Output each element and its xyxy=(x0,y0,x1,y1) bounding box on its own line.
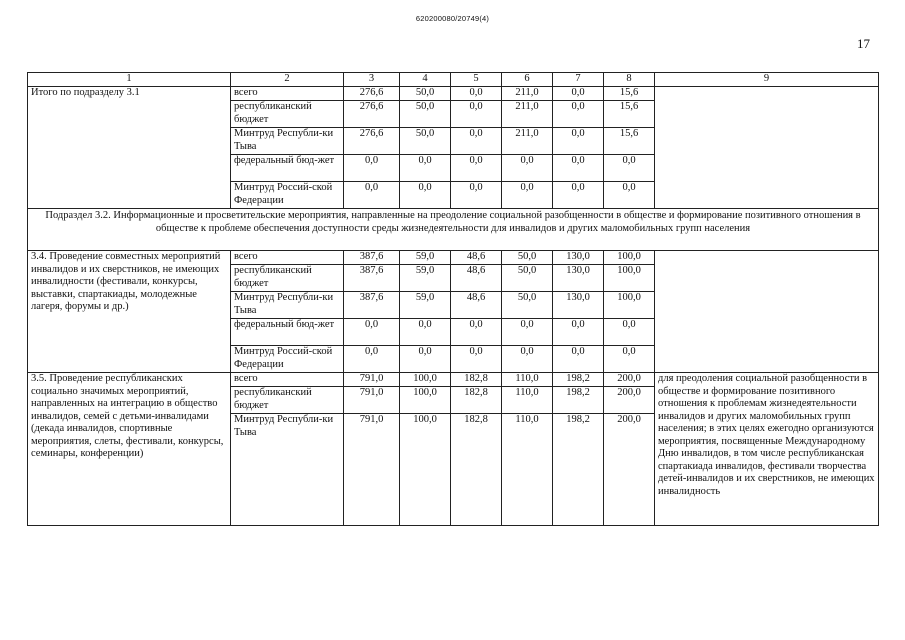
amount-cell: 0,0 xyxy=(502,155,553,182)
expected-result: для преодоления социальной разобщенности в обществе и формирование позитивного отношения к проблемам жизнедеятельности инвалидов и других маломобильных групп населения; в этих целях ежегодно организуются мероприятия, посвященные Международному Дню инвалидов, в том числе республиканская спартакиада инвалидов, фестивали творчества детей-инвалидов и их сверстников, не имеющих инвалидность xyxy=(655,373,879,526)
amount-cell: 100,0 xyxy=(400,414,451,526)
amount-cell: 200,0 xyxy=(604,387,655,414)
amount-cell: 276,6 xyxy=(344,101,400,128)
funding-row xyxy=(28,373,879,387)
amount-cell: 0,0 xyxy=(553,319,604,346)
funding-source: федеральный бюд-жет xyxy=(231,155,344,182)
amount-cell: 15,6 xyxy=(604,128,655,155)
amount-cell: 182,8 xyxy=(451,373,502,387)
amount-cell: 791,0 xyxy=(344,373,400,387)
amount-cell: 50,0 xyxy=(502,251,553,265)
amount-cell: 50,0 xyxy=(502,292,553,319)
funding-source: республиканский бюджет xyxy=(231,265,344,292)
amount-cell: 200,0 xyxy=(604,414,655,526)
funding-source: всего xyxy=(231,251,344,265)
amount-cell: 48,6 xyxy=(451,265,502,292)
amount-cell: 0,0 xyxy=(604,319,655,346)
amount-cell: 0,0 xyxy=(344,319,400,346)
amount-cell: 130,0 xyxy=(553,292,604,319)
funding-source: республиканский бюджет xyxy=(231,101,344,128)
funding-row xyxy=(28,251,879,265)
activity-name: Итого по подразделу 3.1 xyxy=(28,87,231,209)
amount-cell: 198,2 xyxy=(553,387,604,414)
funding-source: Минтруд Республи-ки Тыва xyxy=(231,292,344,319)
amount-cell: 182,8 xyxy=(451,414,502,526)
amount-cell: 48,6 xyxy=(451,292,502,319)
amount-cell: 211,0 xyxy=(502,128,553,155)
amount-cell: 0,0 xyxy=(553,87,604,101)
amount-cell: 100,0 xyxy=(400,373,451,387)
amount-cell: 0,0 xyxy=(553,101,604,128)
amount-cell: 387,6 xyxy=(344,292,400,319)
amount-cell: 182,8 xyxy=(451,387,502,414)
amount-cell: 0,0 xyxy=(451,346,502,373)
amount-cell: 15,6 xyxy=(604,87,655,101)
column-number: 4 xyxy=(400,73,451,87)
amount-cell: 0,0 xyxy=(553,346,604,373)
amount-cell: 0,0 xyxy=(451,101,502,128)
amount-cell: 50,0 xyxy=(400,87,451,101)
amount-cell: 211,0 xyxy=(502,87,553,101)
expected-result xyxy=(655,87,879,209)
funding-source: Минтруд Россий-ской Федерации xyxy=(231,346,344,373)
amount-cell: 0,0 xyxy=(502,319,553,346)
funding-source: всего xyxy=(231,87,344,101)
amount-cell: 0,0 xyxy=(400,346,451,373)
amount-cell: 100,0 xyxy=(604,251,655,265)
amount-cell: 0,0 xyxy=(553,182,604,209)
funding-source: федеральный бюд-жет xyxy=(231,319,344,346)
funding-source: республиканский бюджет xyxy=(231,387,344,414)
amount-cell: 0,0 xyxy=(344,346,400,373)
amount-cell: 0,0 xyxy=(553,128,604,155)
amount-cell: 48,6 xyxy=(451,251,502,265)
amount-cell: 0,0 xyxy=(502,182,553,209)
amount-cell: 211,0 xyxy=(502,101,553,128)
amount-cell: 130,0 xyxy=(553,251,604,265)
column-number: 9 xyxy=(655,73,879,87)
amount-cell: 387,6 xyxy=(344,251,400,265)
amount-cell: 0,0 xyxy=(451,87,502,101)
amount-cell: 0,0 xyxy=(553,155,604,182)
column-number: 1 xyxy=(28,73,231,87)
amount-cell: 15,6 xyxy=(604,101,655,128)
expected-result xyxy=(655,251,879,373)
subsection-title: Подраздел 3.2. Информационные и просветительские мероприятия, направленные на преодоление социальной разобщенности в обществе и формирование позитивного отношения в обществе к проблеме обеспечения доступности среды жизнедеятельности для инвалидов и других маломобильных групп населения xyxy=(28,209,879,251)
column-number: 7 xyxy=(553,73,604,87)
budget-table xyxy=(27,72,879,526)
amount-cell: 110,0 xyxy=(502,387,553,414)
amount-cell: 0,0 xyxy=(604,346,655,373)
amount-cell: 0,0 xyxy=(451,155,502,182)
funding-source: Минтруд Республи-ки Тыва xyxy=(231,414,344,526)
amount-cell: 100,0 xyxy=(604,292,655,319)
funding-source: Минтруд Республи-ки Тыва xyxy=(231,128,344,155)
amount-cell: 0,0 xyxy=(502,346,553,373)
amount-cell: 0,0 xyxy=(344,155,400,182)
amount-cell: 791,0 xyxy=(344,387,400,414)
amount-cell: 110,0 xyxy=(502,373,553,387)
amount-cell: 276,6 xyxy=(344,87,400,101)
funding-row xyxy=(28,87,879,101)
column-number: 5 xyxy=(451,73,502,87)
funding-source: всего xyxy=(231,373,344,387)
amount-cell: 198,2 xyxy=(553,414,604,526)
column-number: 3 xyxy=(344,73,400,87)
document-id: 620200080/20749(4) xyxy=(415,14,490,23)
column-number: 8 xyxy=(604,73,655,87)
amount-cell: 0,0 xyxy=(604,182,655,209)
amount-cell: 59,0 xyxy=(400,265,451,292)
amount-cell: 0,0 xyxy=(400,319,451,346)
amount-cell: 0,0 xyxy=(451,182,502,209)
amount-cell: 0,0 xyxy=(344,182,400,209)
amount-cell: 100,0 xyxy=(604,265,655,292)
amount-cell: 0,0 xyxy=(604,155,655,182)
amount-cell: 200,0 xyxy=(604,373,655,387)
column-number: 6 xyxy=(502,73,553,87)
amount-cell: 0,0 xyxy=(400,182,451,209)
column-number-row xyxy=(28,73,879,87)
column-number: 2 xyxy=(231,73,344,87)
activity-name: 3.5. Проведение республиканских социально значимых мероприятий, направленных на интеграцию в общество инвалидов, семей с детьми-инвалидами (декада инвалидов, спортивные мероприятия, слеты, фестивали, конкурсы, семинары, конференции) xyxy=(28,373,231,526)
amount-cell: 50,0 xyxy=(502,265,553,292)
amount-cell: 130,0 xyxy=(553,265,604,292)
funding-source: Минтруд Россий-ской Федерации xyxy=(231,182,344,209)
amount-cell: 50,0 xyxy=(400,101,451,128)
amount-cell: 0,0 xyxy=(451,128,502,155)
activity-name: 3.4. Проведение совместных мероприятий инвалидов и их сверстников, не имеющих инвалидности (фестивали, конкурсы, выставки, спартакиады, молодежные лагеря, форумы и др.) xyxy=(28,251,231,373)
amount-cell: 0,0 xyxy=(400,155,451,182)
subsection-row xyxy=(28,209,879,251)
amount-cell: 387,6 xyxy=(344,265,400,292)
amount-cell: 0,0 xyxy=(451,319,502,346)
amount-cell: 59,0 xyxy=(400,251,451,265)
amount-cell: 791,0 xyxy=(344,414,400,526)
amount-cell: 59,0 xyxy=(400,292,451,319)
amount-cell: 110,0 xyxy=(502,414,553,526)
amount-cell: 100,0 xyxy=(400,387,451,414)
page-number: 17 xyxy=(857,36,870,51)
amount-cell: 276,6 xyxy=(344,128,400,155)
amount-cell: 50,0 xyxy=(400,128,451,155)
amount-cell: 198,2 xyxy=(553,373,604,387)
